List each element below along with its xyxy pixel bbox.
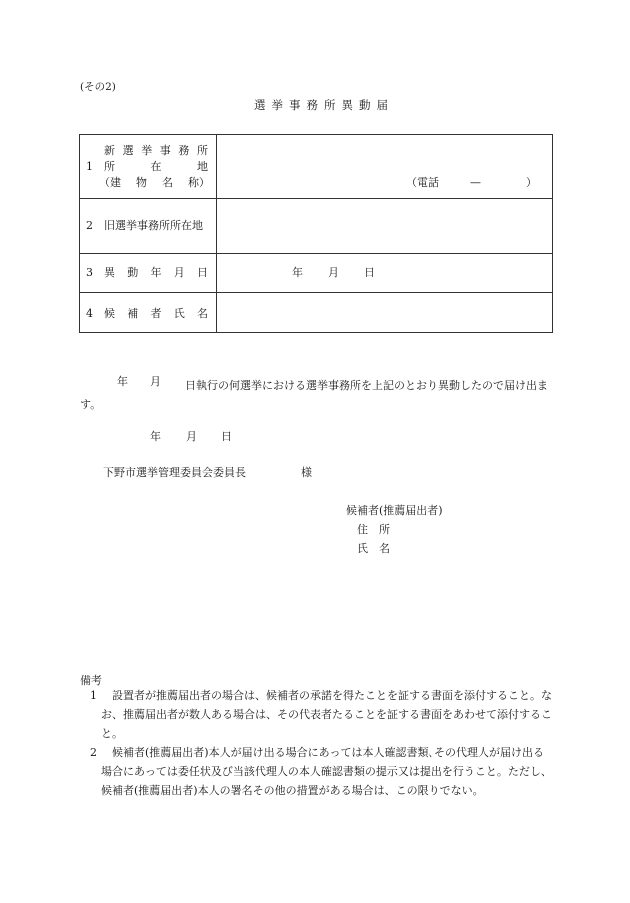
table-row-divider [80,253,552,254]
row1-label-line2: 所 在 地 [104,160,208,173]
row4-label: 候 補 者 氏 名 [104,307,208,320]
table-row-divider [80,198,552,199]
submitter-name-label: 氏 名 [357,542,390,555]
row-number: 4 [86,307,93,320]
old-office-address-field[interactable] [220,203,548,249]
candidate-name-field[interactable] [220,297,548,329]
table-row-divider [80,292,552,293]
phone-label: （電話 [406,176,439,189]
note-text: 設置者が推薦届出者の場合は、候補者の承諾を得たことを証する書面を添付すること。なお、推薦届出者が数人ある場合は、その代表者たることを証する書面をあわせて添付すること。 [101,689,552,740]
table-column-divider [216,135,217,332]
form-table [79,134,553,333]
notes-heading: 備考 [80,674,102,687]
row1-label-line1: 新 選 挙 事 務 所 [104,144,208,157]
addressee-honorific: 様 [301,466,312,479]
date-day: 日 [221,430,232,443]
note-item [80,686,554,746]
statement-month: 月 [150,375,161,388]
phone-close: ） [526,176,537,189]
submitter-role: 候補者(推薦届出者) [346,504,443,517]
row-number: 1 [86,160,93,173]
document-title: 選挙事務所異動届 [254,98,394,112]
note-item [80,743,554,823]
row3-label: 異 動 年 月 日 [104,266,208,279]
statement-year: 年 [117,375,128,388]
date-month: 月 [186,430,197,443]
note-text: 候補者(推薦届出者)本人が届け出る場合にあっては本人確認書類､その代理人が届け出る場合にあっては委任状及び当該代理人の本人確認書類の提示又は提出を行うこと。ただし、候補者(推薦届出者)本人の署名その他の措置がある場合は、この限りでない。 [101,746,552,797]
row-number: 3 [86,266,93,279]
note-number: 1 [90,689,97,702]
addressee-name: 下野市選挙管理委員会委員長 [103,466,246,479]
row2-label: 旧選挙事務所所在地 [104,219,203,232]
change-year-label: 年 [292,266,303,279]
row1-label-line3: （建 物 名 称） [99,176,210,189]
note-number: 2 [90,746,97,759]
new-office-address-field[interactable] [220,139,548,193]
phone-dash: — [470,176,481,189]
form-number: (その2) [80,81,116,93]
change-month-label: 月 [328,266,339,279]
date-year: 年 [150,430,161,443]
change-day-label: 日 [364,266,375,279]
row-number: 2 [86,219,93,232]
submitter-address-label: 住 所 [357,523,390,536]
statement-text: 日執行の何選挙における選挙事務所を上記のとおり異動したので届け出ます。 [80,379,548,411]
